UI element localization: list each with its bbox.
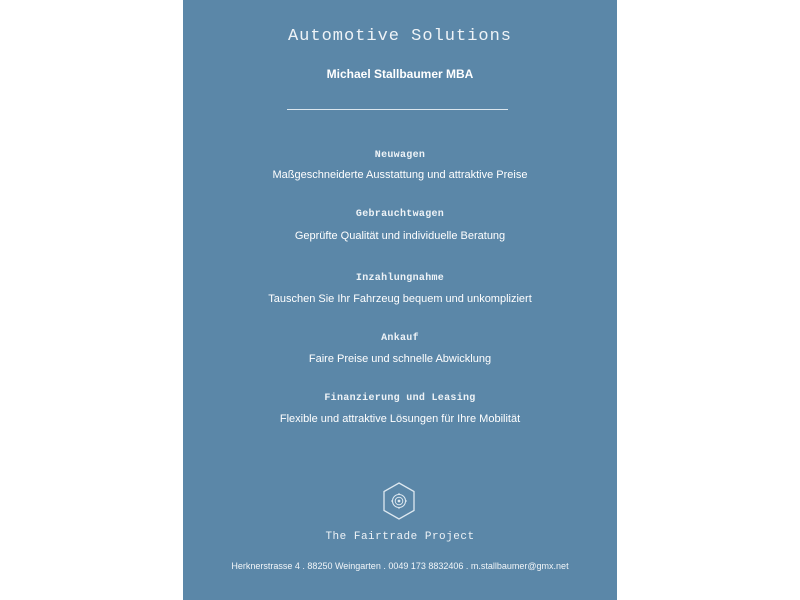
card-title: Automotive Solutions (287, 27, 513, 46)
section-heading-ankauf: Ankauf (381, 333, 419, 344)
section-heading-finanzierung: Finanzierung und Leasing (324, 393, 476, 404)
section-heading-neuwagen: Neuwagen (374, 150, 426, 161)
section-text-neuwagen: Maßgeschneiderte Ausstattung und attraktive Preise (272, 169, 528, 181)
project-name: The Fairtrade Project (325, 531, 475, 543)
business-card (183, 0, 617, 600)
card-subtitle: Michael Stallbaumer MBA (326, 67, 474, 81)
section-text-finanzierung: Flexible und attraktive Lösungen für Ihre Mobilität (279, 413, 521, 425)
divider-line (287, 109, 508, 110)
section-heading-inzahlungnahme: Inzahlungnahme (355, 273, 445, 284)
section-text-inzahlungnahme: Tauschen Sie Ihr Fahrzeug bequem und unkompliziert (268, 293, 532, 305)
section-heading-gebrauchtwagen: Gebrauchtwagen (355, 209, 445, 220)
hexagon-logo-icon (382, 482, 416, 520)
contact-address: Herknerstrasse 4 . 88250 Weingarten . 0049 173 8832406 . m.stallbaumer@gmx.net (231, 561, 569, 571)
section-text-ankauf: Faire Preise und schnelle Abwicklung (308, 353, 492, 365)
section-text-gebrauchtwagen: Geprüfte Qualität und individuelle Beratung (294, 230, 506, 242)
